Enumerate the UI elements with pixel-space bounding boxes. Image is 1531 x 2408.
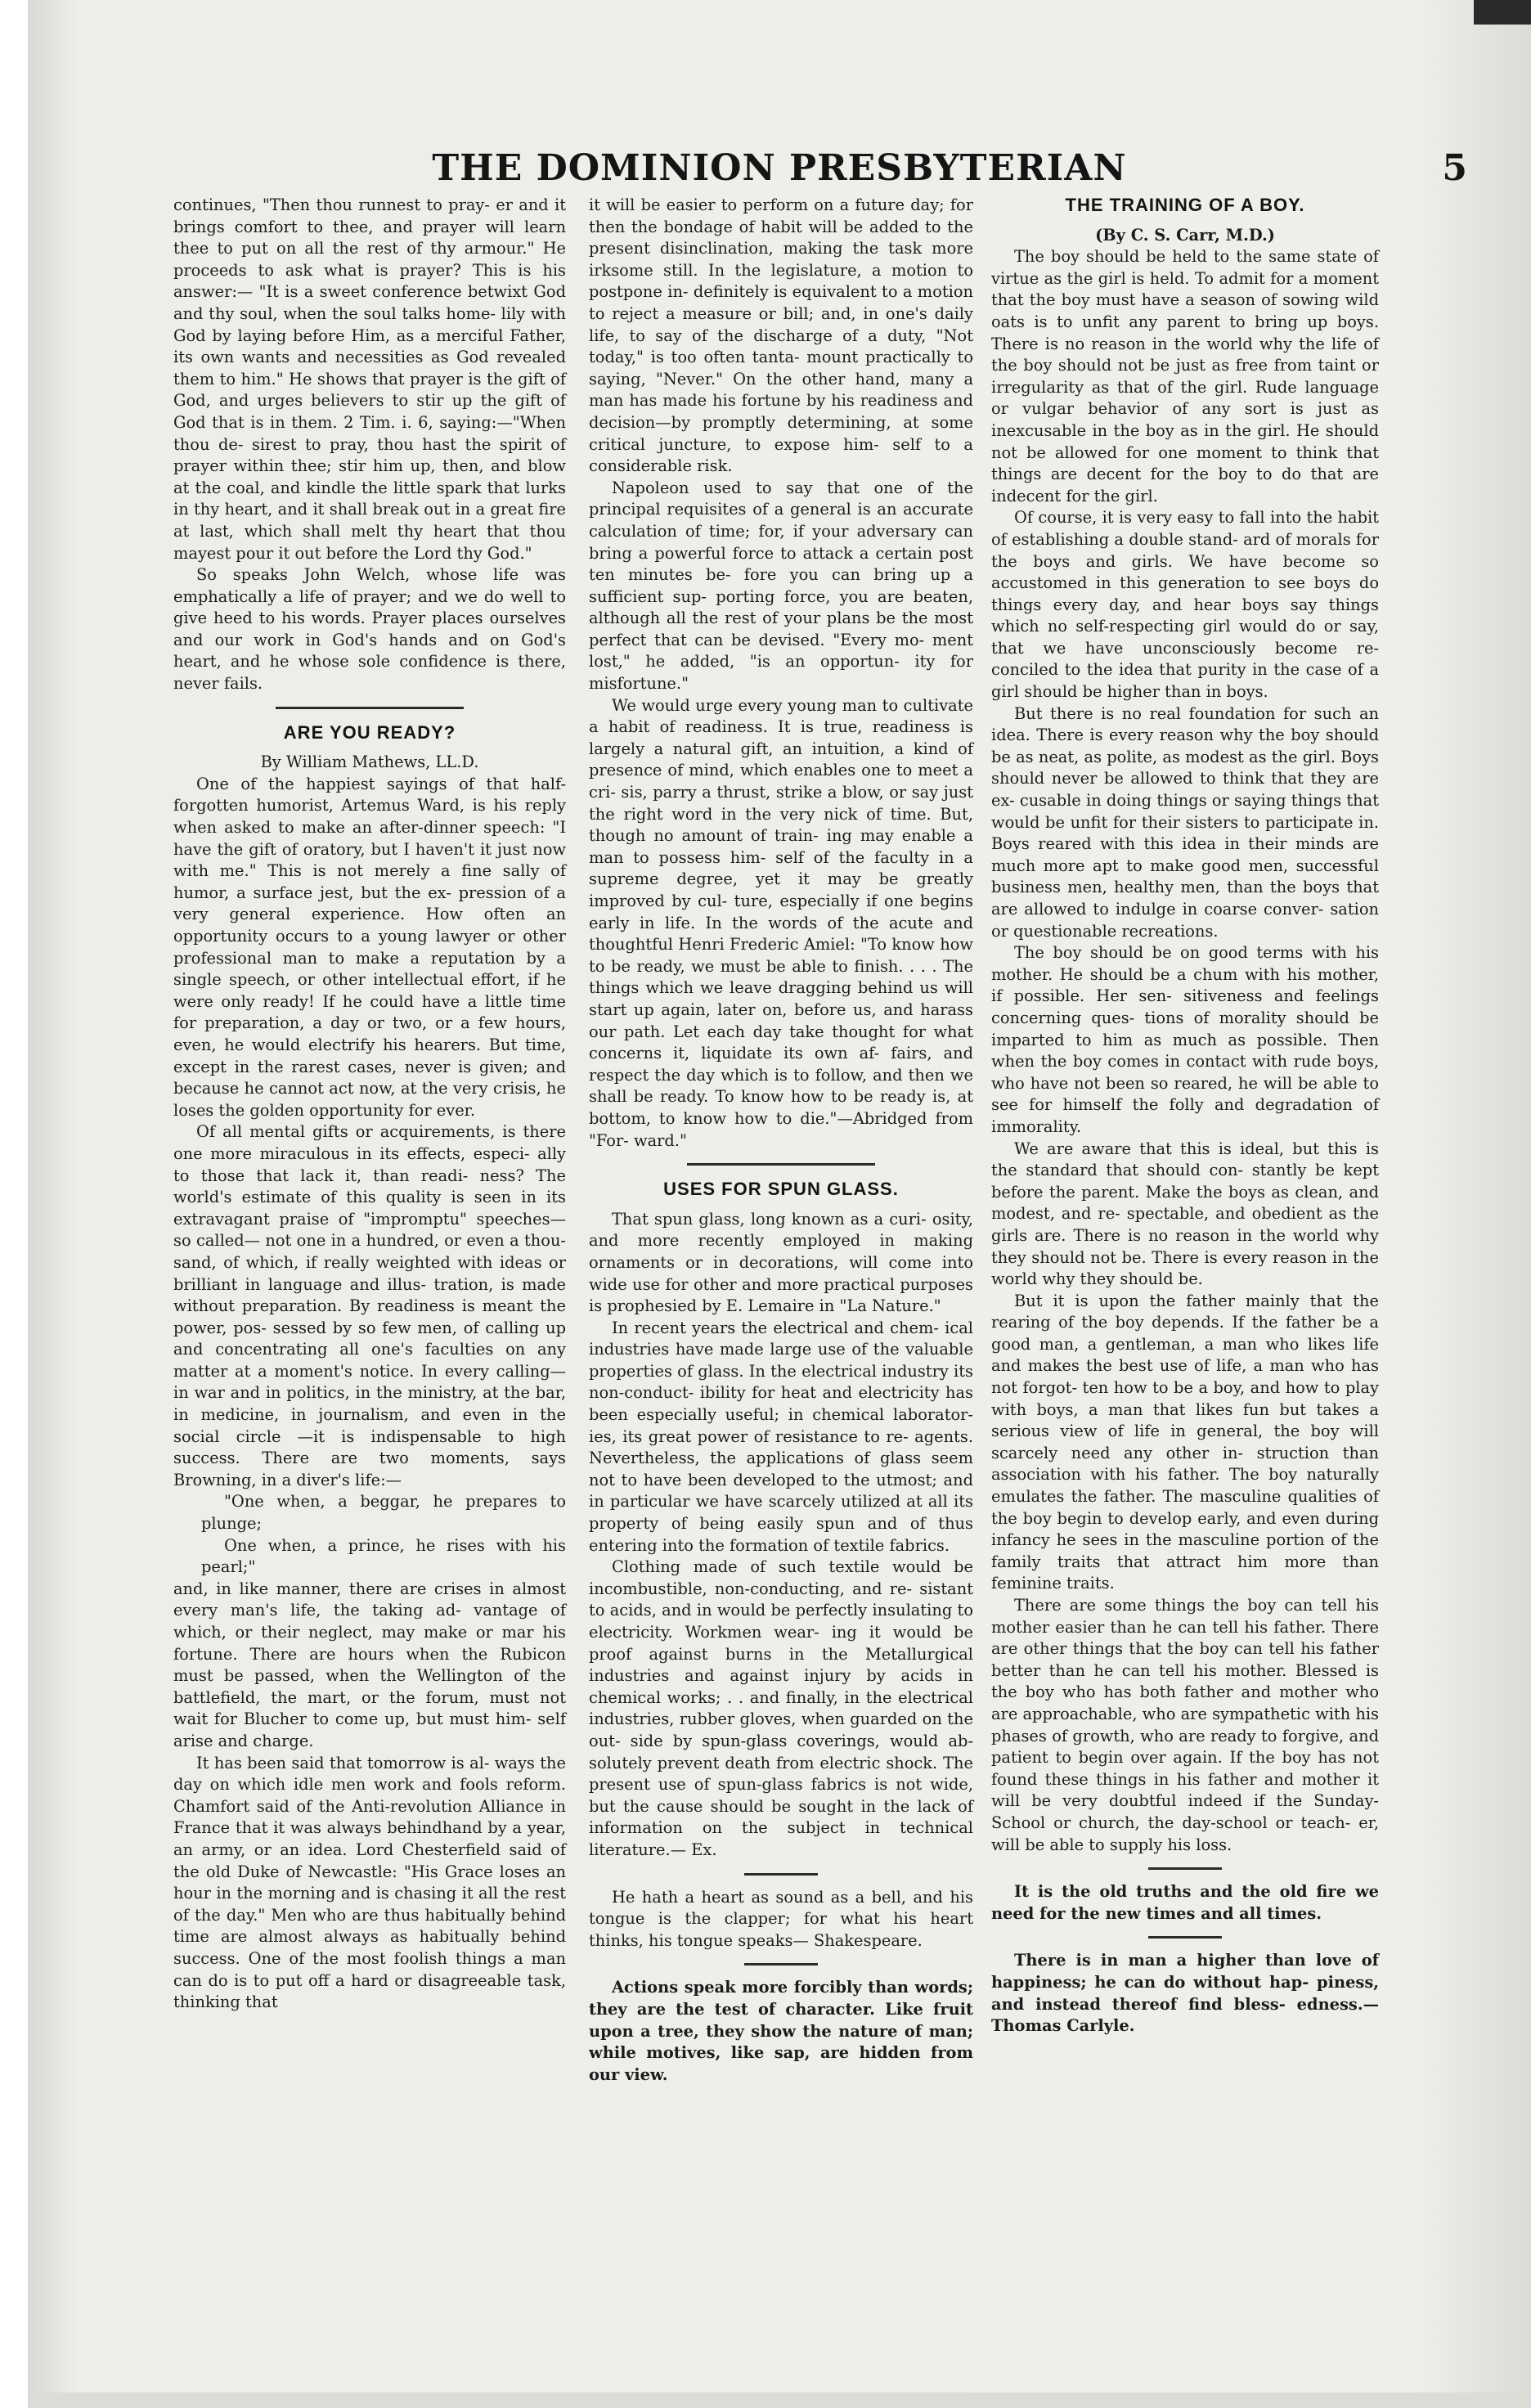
column-3 — [991, 195, 1379, 2037]
paragraph: One of the happiest sayings of that half-forgotten humorist, Artemus Ward, is his reply when asked to make an after-dinner speech: "I have the gift of oratory, but I haven't it just now with me." This is not merely a fine sally of humor, a surface jest, but the ex- pression of a very general experience. How often an opportunity occurs to a young lawyer or other professional man to make a reputation by a single speech, or other intellectual effort, if he were only ready! If he could have a little time for preparation, a day or two, or a few hours, even, he would electrify his hearers. But time, except in the rarest cases, never is given; and because he cannot act now, at the very crisis, he loses the golden opportunity for ever. — [173, 774, 566, 1120]
divider — [1148, 1867, 1222, 1870]
column-2 — [589, 195, 973, 2086]
paragraph: and, in like manner, there are crises in almost every man's life, the taking ad- vantage of which, or their neglect, may make or mar his fortune. There are hours when the Rubicon must be passed, when the Wellington of the battlefield, the mart, or the forum, must not wait for Blucher to come up, but must him- self arise and charge. — [173, 1579, 566, 1750]
page-number: 5 — [1442, 147, 1467, 189]
quote-carlyle: There is in man a higher than love of happiness; he can do without hap- piness, and instead thereof find bless- edness.—Thomas Carlyle. — [991, 1951, 1379, 2036]
paragraph: Napoleon used to say that one of the principal requisites of a general is an accurate calculation of time; for, if your adversary can bring a powerful force to attack a certain post ten minutes be- fore you can bring up a sufficient sup- porting force, you are beaten, although all the rest of your plans be the most perfect that can be devised. "Every mo- ment lost," he added, "is an opportun- ity for misfortune." — [589, 478, 973, 694]
newspaper-title: THE DOMINION PRESBYTERIAN — [432, 147, 1127, 189]
column-1 — [173, 195, 566, 2014]
divider — [687, 1163, 875, 1166]
verse-line: One when, a prince, he rises with his pearl;" — [201, 1535, 566, 1577]
newspaper-page — [28, 0, 1531, 2408]
paragraph: We would urge every young man to cultivate a habit of readiness. It is true, readiness is largely a natural gift, an intuition, a kind of presence of mind, which enables one to meet a cri- sis, parry a thrust, strike a blow, or say just the right word in the very nick of time. But, though no amount of train- ing may enable a man to possess him- self of the faculty in a supreme degree, yet it may be greatly improved by cul- ture, especially if one begins early in life. In the words of the acute and thoughtful Henri Frederic Amiel: "To know how to be ready, we must be able to finish. . . . The things which we leave dragging behind us will start up again, later on, before us, and harass our path. Let each day take thought for what concerns it, liquidate its own af- fairs, and respect the day which is to follow, and then we shall be ready. To know how to be ready is, at bottom, to know how to die."—Abridged from "For- ward." — [589, 695, 973, 1150]
article-heading-training-of-a-boy: THE TRAINING OF A BOY. — [1065, 195, 1305, 215]
paragraph: So speaks John Welch, whose life was emphatically a life of prayer; and we do well to give heed to his words. Prayer places ourselves and our work in God's hands and on God's heart, and he whose sole confidence is there, never fails. — [173, 565, 566, 694]
byline: (By C. S. Carr, M.D.) — [1095, 225, 1275, 245]
page-corner-mark — [1474, 0, 1531, 25]
paragraph: Of course, it is very easy to fall into the habit of establishing a double stand- ard of morals for the boys and girls. We have become so accustomed in this generation to see boys do things every day, and hear boys say things which no self-respecting girl would do or say, that we have unconsciously become re- conciled to the idea that purity in the case of a girl should be higher than in boys. — [991, 508, 1379, 702]
divider — [1148, 1936, 1222, 1939]
paragraph: But it is upon the father mainly that the rearing of the boy depends. If the father be a good man, a gentleman, a man who likes life and makes the best use of life, a man who has not forgot- ten how to be a boy, and how to play with boys, a man that likes fun but takes a serious view of life in general, the boy will scarcely need any other in- struction than association with his father. The boy naturally emulates the father. The masculine qualities of the boy begin to develop early, and even during infancy he sees in the masculine portion of the family traits that attract him more than feminine traits. — [991, 1291, 1379, 1593]
paragraph: The boy should be held to the same state of virtue as the girl is held. To admit for a moment that the boy must have a season of sowing wild oats is to unfit any parent to bring up boys. There is no reason in the world why the life of the boy should not be just as free from taint or irregularity as that of the girl. Rude language or vulgar behavior of any sort is just as inexcusable in the boy as in the girl. He should not be allowed for one moment to think that things are decent for the boy to do that are indecent for the girl. — [991, 247, 1379, 505]
divider — [744, 1963, 818, 1965]
divider — [744, 1873, 818, 1876]
paragraph: it will be easier to perform on a future day; for then the bondage of habit will be added to the present disinclination, making the task more irksome still. In the legislature, a motion to postpone in- definitely is equivalent to a motion to reject a measure or bill; and, in one's daily life, to say of the discharge of a duty, "Not today," is too often tanta- mount practically to saying, "Never." On the other hand, many a man has made his fortune by his readiness and decision—by promptly determining, at some critical juncture, to expose him- self to a considerable risk. — [589, 195, 973, 476]
paragraph: There are some things the boy can tell his mother easier than he can tell his father. There are other things that the boy can tell his father better than he can tell his mother. Blessed is the boy who has both father and mother who are approachable, who are sympathetic with his phases of growth, who are ready to forgive, and patient to begin over again. If the boy has not found these things in his father and mother it will be very doubtful indeed if the Sunday- School or church, the day-school or teach- er, will be able to supply his loss. — [991, 1596, 1380, 1854]
paragraph: Clothing made of such textile would be incombustible, non-conducting, and re- sistant to acids, and in would be perfectly insulating to electricity. Workmen wear- ing it would be proof against burns in the Metallurgical industries and against injury by acids in chemical works; . . and finally, in the electrical industries, rubber gloves, when guarded on the out- side by spun-glass coverings, would ab- solutely prevent death from electric shock. The present use of spun-glass fabrics is not wide, but the cause should be sought in the lack of information on the subject in technical literature.— Ex. — [589, 1557, 973, 1859]
page-header — [28, 147, 1531, 196]
paragraph: The boy should be on good terms with his mother. He should be a chum with his mother, if possible. Her sen- sitiveness and feelings concerning ques- tions of morality should be imparted to him as much as possible. Then when the boy comes in contact with rude boys, who have not been so reared, he will be able to see for himself the folly and degradation of immorality. — [991, 943, 1379, 1136]
quote-shakespeare: He hath a heart as sound as a bell, and his tongue is the clapper; for what his heart thinks, his tongue speaks— Shakespeare. — [589, 1887, 973, 1950]
verse-line: "One when, a beggar, he prepares to plunge; — [201, 1492, 566, 1534]
article-heading-are-you-ready: ARE YOU READY? — [283, 721, 456, 743]
divider — [276, 707, 464, 709]
article-heading-spun-glass: USES FOR SPUN GLASS. — [663, 1179, 899, 1200]
paragraph: That spun glass, long known as a curi- osity, and more recently employed in making ornaments or in decorations, will come into wide use for other and more practical purposes is prophesied by E. Lemaire in "La Nature." — [589, 1209, 973, 1316]
byline: By William Mathews, LL.D. — [260, 752, 479, 772]
paragraph: continues, "Then thou runnest to pray- er and it brings comfort to thee, and prayer will learn thee to put on all the rest of thy armour." He proceeds to ask what is prayer? This is his answer:— "It is a sweet conference betwixt God and thy soul, when the soul talks home- lily with God by laying before Him, as a merciful Father, its own wants and necessities as God revealed them to him." He shows that prayer is the gift of God, and urges believers to stir up the gift of God that is in them. 2 Tim. i. 6, saying:—"When thou de- sirest to pray, thou hast the spirit of prayer within thee; stir him up, then, and blow at the coal, and kindle the little spark that lurks in thy heart, and it shall break out in a great fire at last, which shall melt thy heart that thou mayest pour it out before the Lord thy God." — [173, 195, 566, 563]
paragraph: But there is no real foundation for such an idea. There is every reason why the boy should be as neat, as polite, as modest as the girl. Boys should never be allowed to think that they are ex- cusable in doing things or saying things that would be unfit for their sisters to participate in. Boys reared with this idea in their minds are much more apt to make good men, successful business men, healthy men, than the boys that are allowed to indulge in coarse conver- sation or questionable recreations. — [991, 703, 1379, 941]
quote-old-truths: It is the old truths and the old fire we need for the new times and all times. — [991, 1882, 1379, 1923]
paragraph: In recent years the electrical and chem- ical industries have made large use of the valuable properties of glass. In the electrical industry its non-conduct- ibility for heat and electricity has been especially useful; in chemical laborator- ies, its great power of resistance to re- agents. Nevertheless, the applications of glass seem not to have been developed to the utmost; and in particular we have scarcely utilized at all its property of being easily spun and of thus entering into the formation of textile fabrics. — [589, 1318, 973, 1555]
quote-actions: Actions speak more forcibly than words; they are the test of character. Like fruit upon a tree, they show the nature of man; while motives, like sap, are hidden from our view. — [589, 1978, 973, 2084]
paragraph: We are aware that this is ideal, but this is the standard that should con- stantly be kept before the parent. Make the boys as clean, and modest, and re- spectable, and obedient as the girls are. There is no reason in the world why they should not be. There is every reason in the world why they should be. — [991, 1139, 1379, 1289]
paragraph: It has been said that tomorrow is al- ways the day on which idle men work and fools reform. Chamfort said of the Anti-revolution Alliance in France that it was always behindhand by a year, an army, or an idea. Lord Chesterfield said of the old Duke of Newcastle: "His Grace loses an hour in the morning and is chasing it all the rest of the day." Men who are thus habitually behind time are almost always as habitually behind success. One of the most foolish things a man can do is to put off a hard or disagreeable task, thinking that — [173, 1753, 566, 2012]
paragraph: Of all mental gifts or acquirements, is there one more miraculous in its effects, especi- ally to those that lack it, than readi- ness? The world's estimate of this quality is seen in its extravagant praise of "impromptu" speeches—so called— not one in a hundred, or even a thou- sand, of which, if really weighted with ideas or brilliant in language and illus- tration, is made without preparation. By readiness is meant the power, pos- sessed by so few men, of calling up and concentrating all one's faculties on any matter at a moment's notice. In every calling—in war and in politics, in the ministry, at the bar, in medicine, in journalism, and even in the social circle —it is indispensable to high success. There are two moments, says Browning, in a diver's life:— — [173, 1122, 566, 1489]
scan-edge — [28, 2392, 1531, 2408]
